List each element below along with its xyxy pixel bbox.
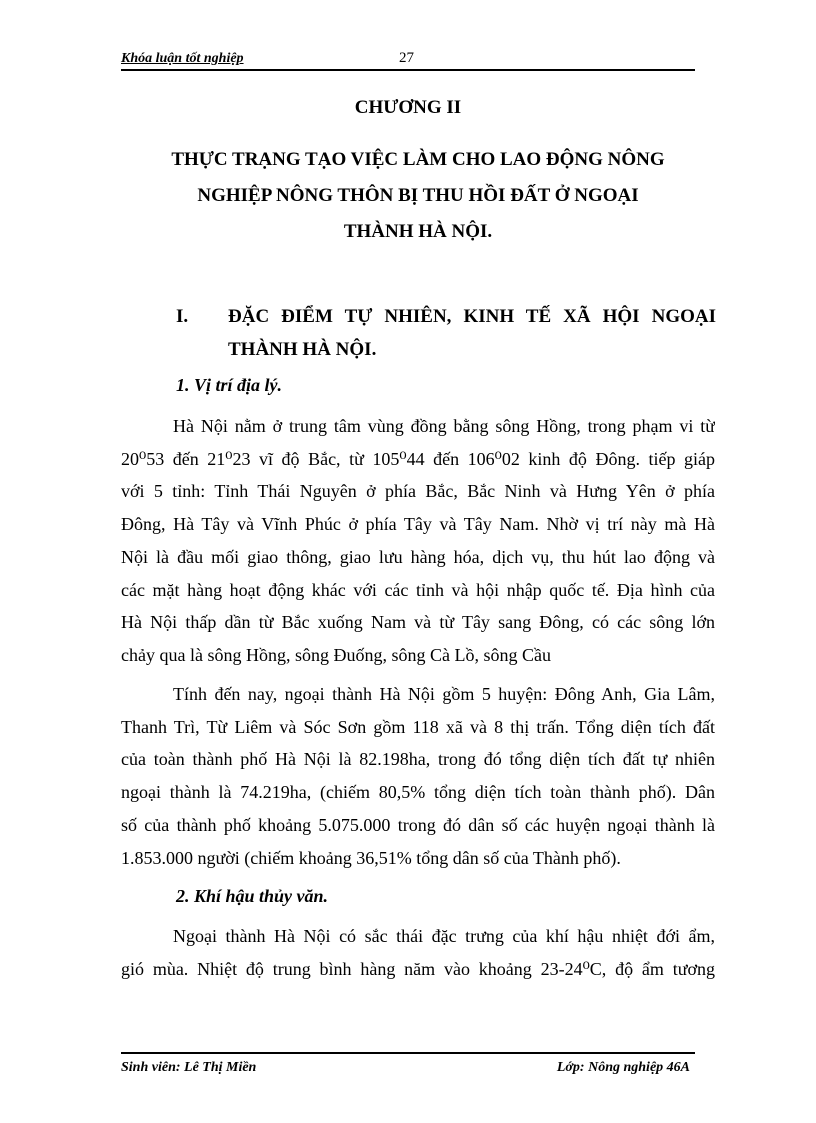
paragraph-line: Ngoại thành Hà Nội có sắc thái đặc trưng của khí hậu nhiệt đới ẩm,: [173, 926, 715, 946]
paragraph: [121, 920, 715, 985]
paragraph-line: Thanh Trì, Từ Liêm và Sóc Sơn gồm 118 xã và 8 thị trấn. Tổng diện tích đất: [121, 716, 715, 737]
paragraph: [121, 410, 715, 672]
section-title-line: ĐẶC ĐIỂM TỰ NHIÊN, KINH TẾ XÃ HỘI NGOẠI: [228, 306, 716, 327]
paragraph-line: số của thành phố khoảng 5.075.000 trong đó dân số các huyện ngoại thành là: [121, 814, 715, 835]
chapter-title: [108, 142, 728, 250]
page-header: [121, 50, 695, 71]
paragraph-line: các mặt hàng hoạt động khác với các tỉnh và hội nhập quốc tế. Địa hình của: [121, 579, 715, 600]
page-number: 27: [399, 50, 414, 66]
paragraph-line: Nội là đầu mối giao thông, giao lưu hàng hóa, dịch vụ, thu hút lao động và: [121, 546, 715, 567]
paragraph-line: Hà Nội nằm ở trung tâm vùng đồng bằng sông Hồng, trong phạm vi từ: [173, 416, 715, 436]
paragraph-line: với 5 tỉnh: Tỉnh Thái Nguyên ở phía Bắc, Bắc Ninh và Hưng Yên ở phía: [121, 481, 715, 502]
chapter-title-line: NGHIỆP NÔNG THÔN BỊ THU HỒI ĐẤT Ở NGOẠI: [197, 185, 639, 206]
chapter-title-line: THỰC TRẠNG TẠO VIỆC LÀM CHO LAO ĐỘNG NÔNG: [171, 149, 665, 170]
paragraph-line: của toàn thành phố Hà Nội là 82.198ha, trong đó tổng diện tích đất tự nhiên: [121, 749, 715, 770]
paragraph-line: Tính đến nay, ngoại thành Hà Nội gồm 5 huyện: Đông Anh, Gia Lâm,: [173, 684, 715, 704]
footer-student: Sinh viên: Lê Thị Miền: [121, 1060, 257, 1075]
paragraph-line: Đông, Hà Tây và Vĩnh Phúc ở phía Tây và Tây Nam. Nhờ vị trí này mà Hà: [121, 514, 715, 535]
subsection-heading: 1. Vị trí địa lý.: [176, 375, 283, 395]
paragraph-line: gió mùa. Nhiệt độ trung bình hàng năm vào khoảng 23-24⁰C, độ ẩm tương: [121, 958, 715, 979]
page-footer: [121, 1052, 695, 1075]
paragraph-line: 1.853.000 người (chiếm khoảng 36,51% tổng dân số của Thành phố).: [121, 847, 621, 868]
paragraph-line: 20⁰53 đến 21⁰23 vĩ độ Bắc, từ 105⁰44 đến 106⁰02 kinh độ Đông. tiếp giáp: [121, 448, 715, 469]
header-title: Khóa luận tốt nghiệp: [121, 51, 244, 66]
chapter-label: CHƯƠNG II: [354, 97, 462, 118]
chapter-title-line: THÀNH HÀ NỘI.: [343, 221, 493, 242]
section-number: I.: [176, 306, 189, 327]
subsection-heading: 2. Khí hậu thủy văn.: [176, 886, 329, 906]
paragraph-line: ngoại thành là 74.219ha, (chiếm 80,5% tổng diện tích toàn thành phố). Dân: [121, 782, 715, 803]
footer-class: Lớp: Nông nghiệp 46A: [556, 1060, 690, 1075]
paragraph-line: Hà Nội thấp dần từ Bắc xuống Nam và từ Tây sang Đông, có các sông lớn: [121, 612, 715, 633]
paragraph: [121, 678, 715, 874]
section-title-line: THÀNH HÀ NỘI.: [228, 339, 377, 360]
section-title: [228, 300, 716, 366]
paragraph-line: chảy qua là sông Hồng, sông Đuống, sông Cà Lồ, sông Cầu: [121, 644, 551, 665]
